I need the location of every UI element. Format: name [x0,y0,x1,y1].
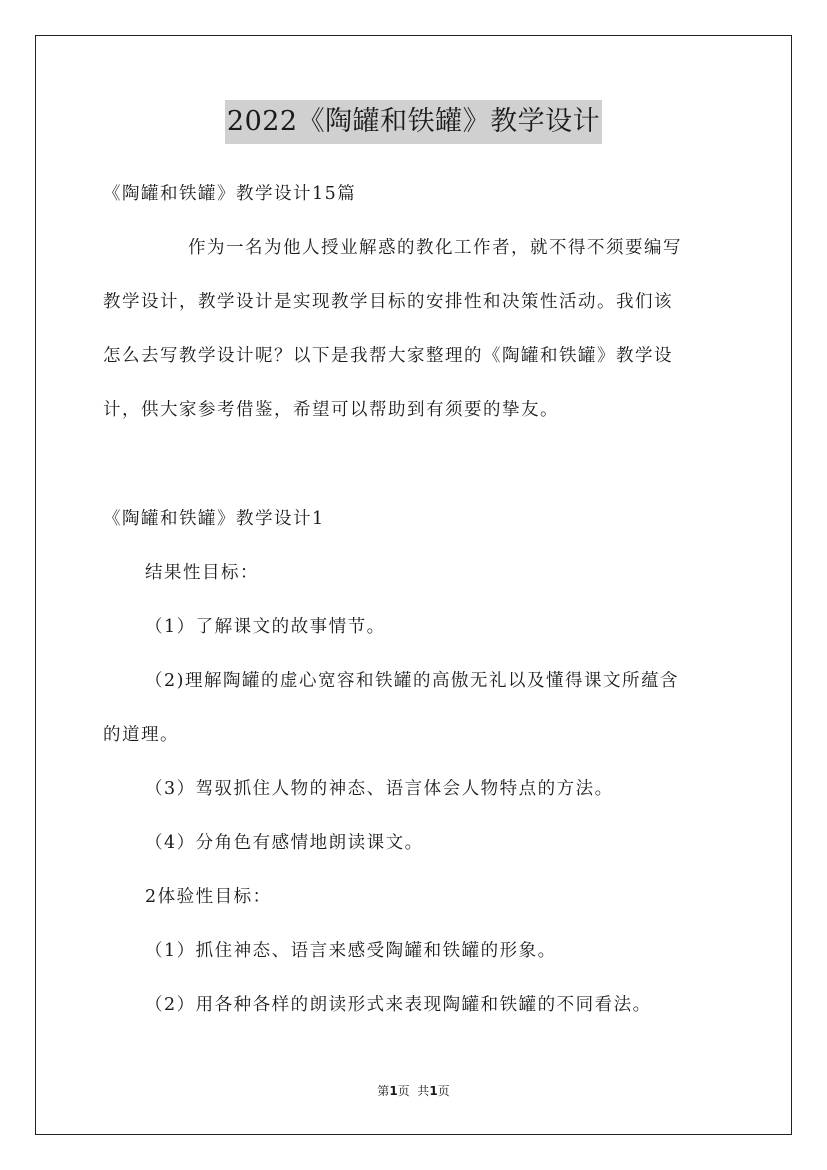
goal1-item-2-cont: 的道理。 [103,725,179,745]
intro-line-1: 作为一名为他人授业解惑的教化工作者，就不得不须要编写 [188,238,682,258]
title-wrapper [0,100,827,144]
goal2-item-1: （1）抓住神态、语言来感受陶罐和铁罐的形象。 [145,941,557,961]
goal1-item-2: （2)理解陶罐的虚心宽容和铁罐的高傲无礼以及懂得课文所蕴含 [145,671,679,691]
footer-page-total: 1 [429,1084,438,1098]
document-subtitle: 《陶罐和铁罐》教学设计15篇 [103,184,357,204]
footer-page-current: 1 [389,1084,398,1098]
goal2-item-2: （2）用各种各样的朗读形式来表现陶罐和铁罐的不同看法。 [145,995,652,1015]
section-heading: 《陶罐和铁罐》教学设计1 [103,509,325,529]
goal1-item-4: （4）分角色有感情地朗读课文。 [145,833,424,853]
footer-prefix: 第 [377,1084,390,1098]
intro-line-3: 怎么去写教学设计呢？以下是我帮大家整理的《陶罐和铁罐》教学设 [103,346,673,366]
footer-mid: 页 共 [397,1084,430,1098]
goal1-item-3: （3）驾驭抓住人物的神态、语言体会人物特点的方法。 [145,779,614,799]
goal2-heading: 2体验性目标： [145,887,272,907]
intro-line-4: 计，供大家参考借鉴，希望可以帮助到有须要的挚友。 [103,400,559,420]
page-footer [0,1083,827,1099]
intro-line-2: 教学设计，教学设计是实现教学目标的安排性和决策性活动。我们该 [103,292,673,312]
footer-suffix: 页 [437,1084,450,1098]
goal1-item-1: （1）了解课文的故事情节。 [145,617,386,637]
document-title: 2022《陶罐和铁罐》教学设计 [225,100,602,144]
goal1-heading: 结果性目标： [145,563,259,583]
